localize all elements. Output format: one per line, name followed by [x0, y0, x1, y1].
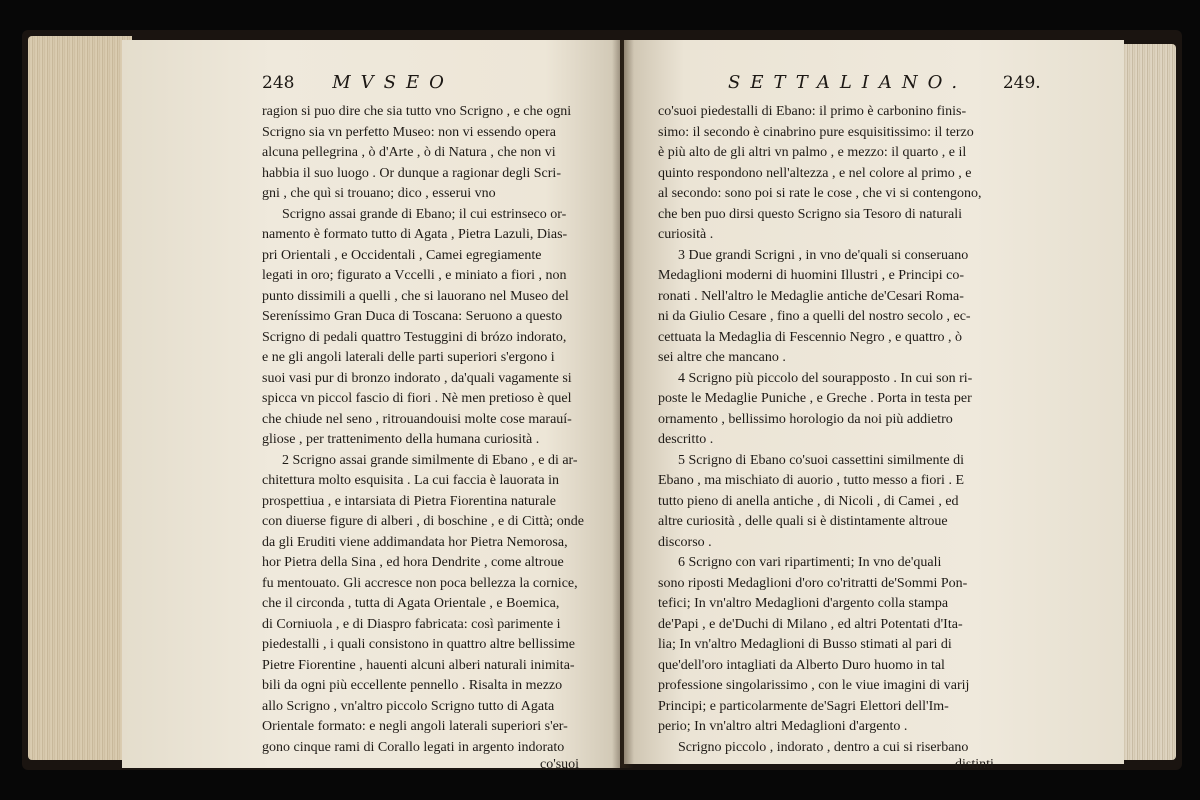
- text-line: Scrigno piccolo , indorato , dentro a cui si riserbano: [678, 739, 969, 755]
- text-line: professione singolarissimo , con le viue imagini di varij: [658, 678, 970, 693]
- text-line: Medaglioni moderni di huomini Illustri , e Principi co-: [658, 268, 965, 283]
- text-line: punto dissimili a quelli , che si lauorano nel Museo del: [262, 288, 569, 304]
- book-gutter: [612, 40, 634, 768]
- text-line: piedestalli , i quali consistono in quattro altre bellissime: [262, 637, 575, 652]
- text-line: legati in oro; figurato a Vccelli , e miniato a fiori , non: [262, 268, 567, 283]
- text-line: Scrigno assai grande di Ebano; il cui estrinseco or-: [282, 206, 567, 222]
- text-line: 3 Due grandi Scrigni , in vno de'quali si conseruano: [678, 247, 969, 263]
- text-line: ornamento , bellissimo horologio da noi più addietro: [658, 411, 953, 427]
- text-line: co'suoi piedestalli di Ebano: il primo è carbonino finis-: [658, 104, 967, 119]
- text-line: Sereníssimo Gran Duca di Toscana: Seruono a questo: [262, 309, 563, 324]
- text-line: pri Orientali , e Occidentali , Camei egregiamente: [262, 247, 542, 263]
- text-line: 4 Scrigno più piccolo del sourapposto . In cui son ri-: [678, 370, 973, 386]
- text-line: che chiude nel seno , ritrouandouisi molte cose marauí-: [262, 411, 572, 427]
- left-catchword: co'suoi: [540, 757, 580, 772]
- right-page-number: 249.: [1002, 73, 1041, 93]
- right-running-head: [728, 72, 1041, 100]
- text-line: che il circonda , tutta di Agata Orientale , e Boemica,: [262, 596, 560, 611]
- text-line: Scrigno di pedali quattro Testuggini di brózo indorato,: [262, 329, 567, 345]
- text-line: lia; In vn'altro Medaglioni di Busso stimati al pari di: [658, 637, 952, 652]
- text-line: chitettura molto esquisita . La cui faccia è lauorata in: [262, 473, 559, 488]
- right-body-text: [658, 102, 1004, 758]
- text-line: perio; In vn'altro altri Medaglioni d'argento .: [658, 719, 908, 734]
- text-line: habbia il suo luogo . Or dunque a ragionar degli Scri-: [262, 165, 561, 181]
- text-line: Ebano , ma mischiato di auorio , tutto messo a fiori . E: [658, 473, 964, 488]
- text-line: bili da ogni più eccellente pennello . Risalta in mezzo: [262, 678, 563, 693]
- text-line: tutto pieno di anella antiche , di Nicoli , di Camei , ed: [658, 493, 959, 509]
- text-line: 6 Scrigno con vari ripartimenti; In vno de'quali: [678, 555, 942, 570]
- text-line: suoi vasi pur di bronzo indorato , da'quali vagamente si: [262, 370, 572, 386]
- right-catchword: distinti: [955, 757, 994, 772]
- text-line: ni da Giulio Cesare , fino a quelli del nostro secolo , ec-: [658, 309, 971, 324]
- text-line: namento è formato tutto di Agata , Pietra Lazuli, Dias-: [262, 227, 568, 242]
- text-line: che ben puo dirsi questo Scrigno sia Tesoro di naturali: [658, 206, 962, 222]
- text-line: ragion si puo dire che sia tutto vno Scrigno , e che ogni: [262, 104, 572, 119]
- text-line: 5 Scrigno di Ebano co'suoi cassettini similmente di: [678, 452, 964, 468]
- text-line: hor Pietra della Sina , ed hora Dendrite , come altroue: [262, 555, 564, 570]
- text-line: gliose , per trattenimento della humana curiosità .: [262, 432, 540, 447]
- text-line: spicca vn piccol fascio di fiori . Nè men pretioso è quel: [262, 391, 572, 406]
- text-line: discorso .: [658, 534, 712, 550]
- right-head-title: SETTALIANO.: [728, 72, 968, 93]
- text-line: con diuerse figure di alberi , di boschine , e di Città; onde: [262, 514, 584, 529]
- text-line: Scrigno sia vn perfetto Museo: non vi essendo opera: [262, 124, 556, 140]
- text-line: poste le Medaglie Puniche , e Greche . Porta in testa per: [658, 391, 972, 406]
- text-line: ronati . Nell'altro le Medaglie antiche de'Cesari Roma-: [658, 288, 964, 304]
- text-line: que'dell'oro intagliati da Alberto Duro huomo in tal: [658, 657, 945, 673]
- text-line: sei altre che mancano .: [658, 350, 786, 365]
- text-line: Orientale formato: e negli angoli laterali superiori s'er-: [262, 719, 568, 734]
- left-running-head: [262, 72, 454, 100]
- left-body-text: [262, 102, 604, 758]
- right-page-edges: [1118, 44, 1176, 760]
- text-line: gni , che quì si trouano; dico , esserui vno: [262, 186, 496, 201]
- left-head-title: MVSEO: [332, 72, 454, 93]
- text-line: allo Scrigno , vn'altro piccolo Scrigno tutto di Agata: [262, 698, 555, 714]
- text-line: curiosità .: [658, 227, 714, 242]
- left-page-edges: [28, 36, 132, 760]
- text-line: alcuna pellegrina , ò d'Arte , ò di Natura , che non vi: [262, 145, 556, 160]
- text-line: tefici; In vn'altro Medaglioni d'argento colla stampa: [658, 596, 949, 611]
- text-line: al secondo: sono poi si rate le cose , che vi si contengono,: [658, 186, 982, 201]
- text-line: de'Papi , e de'Duchi di Milano , ed altri Potentati d'Ita-: [658, 616, 963, 632]
- text-line: da gli Eruditi viene addimandata hor Pietra Nemorosa,: [262, 534, 568, 550]
- text-line: quinto respondono nell'altezza , e nel colore al primo , e: [658, 165, 972, 181]
- text-line: gono cinque rami di Corallo legati in argento indorato: [262, 739, 565, 755]
- text-line: cettuata la Medaglia di Fescennio Negro , e quattro , ò: [658, 329, 963, 345]
- text-line: 2 Scrigno assai grande similmente di Ebano , e di ar-: [282, 452, 578, 468]
- text-line: descritto .: [658, 432, 714, 447]
- text-line: fu mentouato. Gli accresce non poca bellezza la cornice,: [262, 575, 578, 591]
- text-line: simo: il secondo è cinabrino pure esquisitissimo: il terzo: [658, 124, 974, 140]
- text-line: e ne gli angoli laterali delle parti superiori s'ergono i: [262, 350, 555, 365]
- text-line: di Corniuola , e di Diaspro fabricata: così parimente i: [262, 616, 561, 632]
- left-page-number: 248: [262, 73, 295, 93]
- text-line: Principi; e particolarmente de'Sagri Elettori dell'Im-: [658, 698, 949, 714]
- text-line: Pietre Fiorentine , hauenti alcuni alberi naturali inimita-: [262, 657, 575, 673]
- text-line: prospettiua , e intarsiata di Pietra Fiorentina naturale: [262, 493, 556, 509]
- text-line: altre curiosità , delle quali si è distintamente altroue: [658, 514, 948, 529]
- text-line: sono riposti Medaglioni d'oro co'ritratti de'Sommi Pon-: [658, 575, 968, 591]
- text-line: è più alto de gli altri vn palmo , e mezzo: il quarto , e il: [658, 145, 967, 160]
